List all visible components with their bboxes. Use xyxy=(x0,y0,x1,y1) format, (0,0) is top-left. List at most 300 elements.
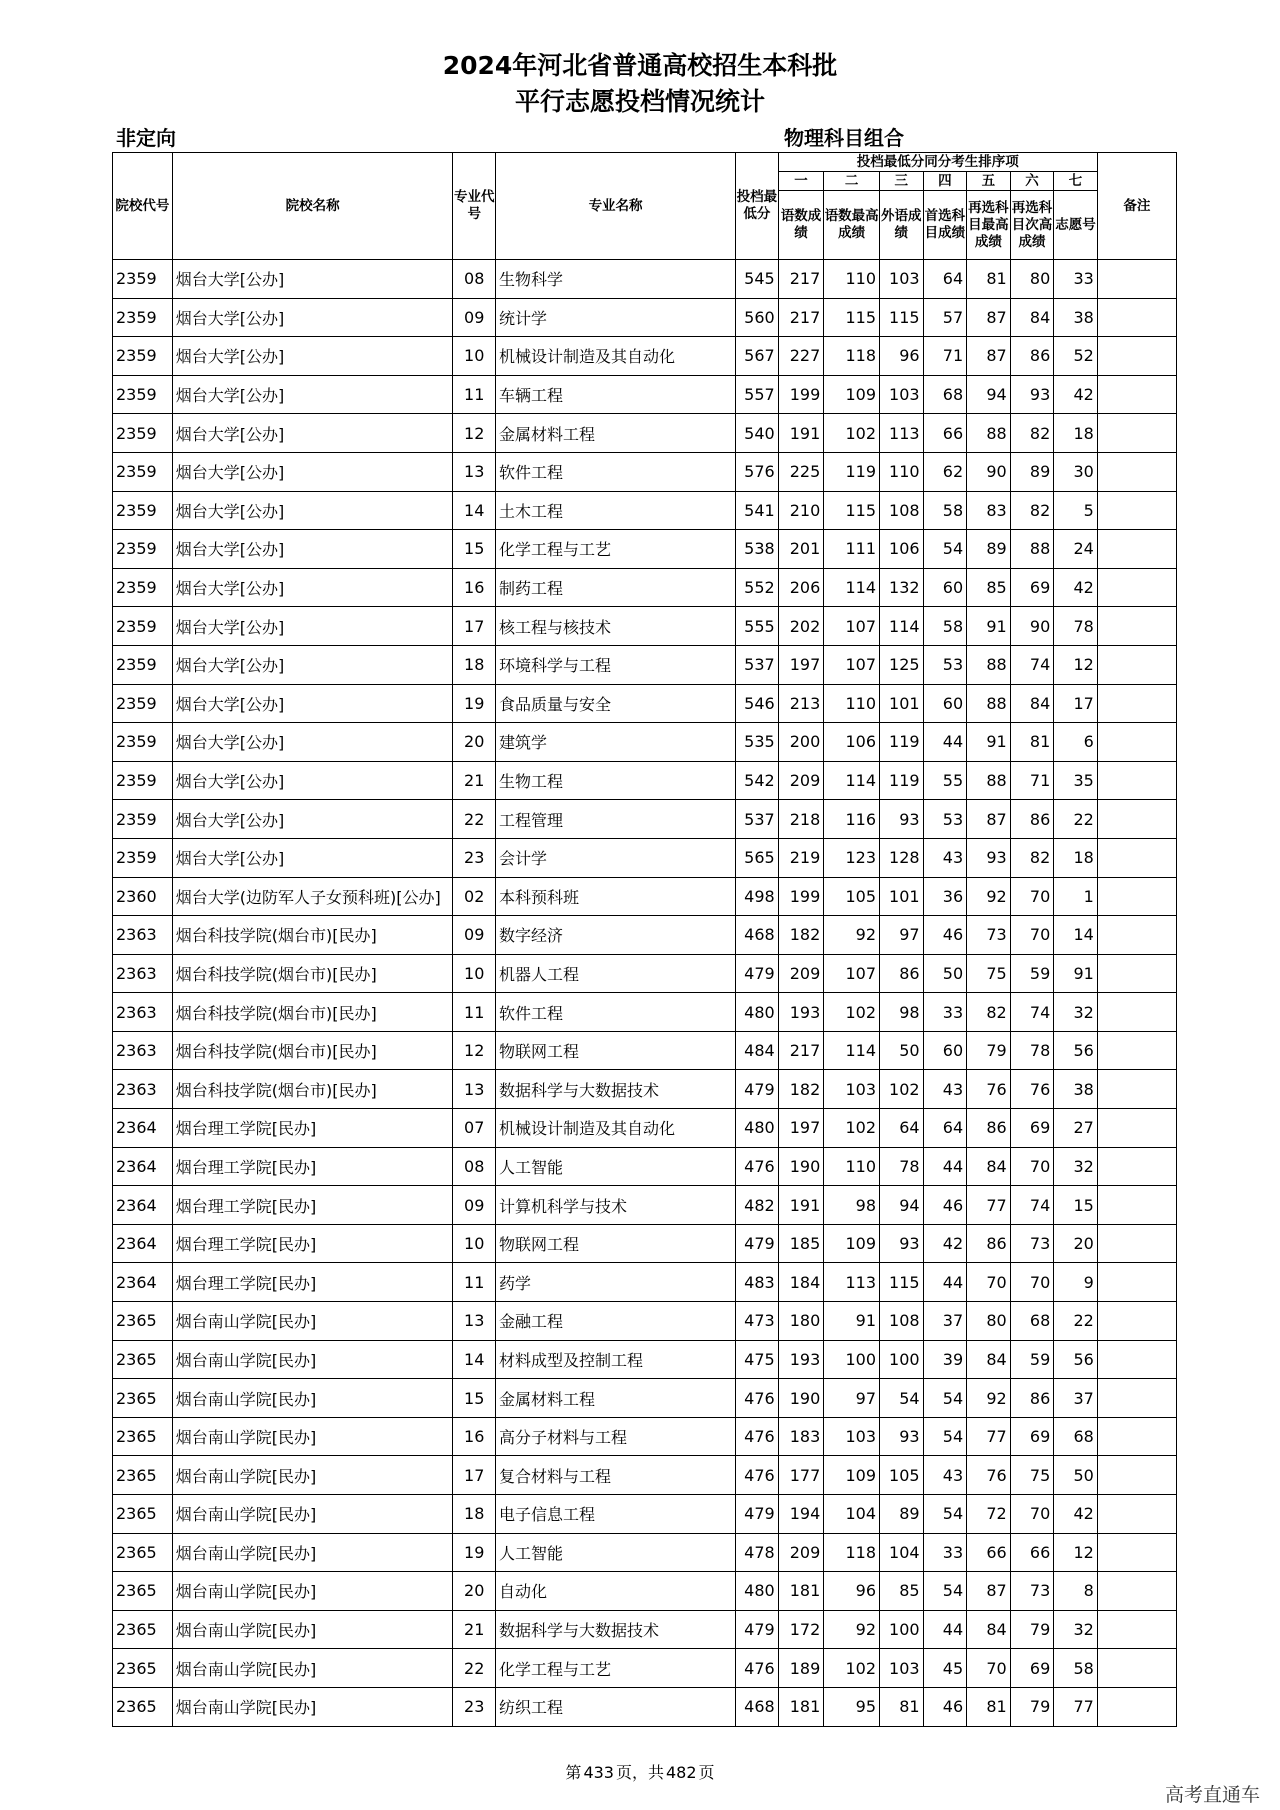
remark-cell xyxy=(1097,1417,1176,1456)
footer-prefix: 第 xyxy=(565,1763,582,1782)
table-cell: 557 xyxy=(736,375,779,414)
table-cell: 54 xyxy=(880,1379,924,1418)
table-cell: 71 xyxy=(923,337,967,376)
table-cell: 567 xyxy=(736,337,779,376)
table-cell: 2364 xyxy=(113,1263,173,1302)
table-cell: 44 xyxy=(923,1263,967,1302)
table-cell: 77 xyxy=(1054,1687,1098,1726)
table-cell: 68 xyxy=(923,375,967,414)
table-cell: 110 xyxy=(880,452,924,491)
table-cell: 476 xyxy=(736,1649,779,1688)
table-row xyxy=(113,298,1177,337)
table-cell: 183 xyxy=(778,1417,824,1456)
table-cell: 102 xyxy=(880,1070,924,1109)
table-cell: 107 xyxy=(824,954,880,993)
remark-cell xyxy=(1097,530,1176,569)
table-cell: 103 xyxy=(824,1417,880,1456)
table-cell: 109 xyxy=(824,375,880,414)
footer-page-number: 433 xyxy=(583,1763,614,1782)
table-cell: 109 xyxy=(824,1224,880,1263)
table-cell: 81 xyxy=(967,260,1011,299)
table-cell: 177 xyxy=(778,1456,824,1495)
table-cell: 73 xyxy=(1010,1224,1054,1263)
table-cell: 数字经济 xyxy=(496,916,736,955)
table-cell: 86 xyxy=(967,1224,1011,1263)
table-cell: 108 xyxy=(880,1302,924,1341)
table-row xyxy=(113,1186,1177,1225)
table-cell: 73 xyxy=(1010,1572,1054,1611)
table-cell: 79 xyxy=(1010,1687,1054,1726)
table-cell: 199 xyxy=(778,877,824,916)
table-cell: 10 xyxy=(453,1224,496,1263)
table-cell: 70 xyxy=(1010,1147,1054,1186)
header-major-name: 专业名称 xyxy=(496,153,736,260)
table-cell: 197 xyxy=(778,1109,824,1148)
admission-table xyxy=(112,152,1177,1727)
table-cell: 会计学 xyxy=(496,838,736,877)
remark-cell xyxy=(1097,684,1176,723)
table-cell: 39 xyxy=(923,1340,967,1379)
table-cell: 46 xyxy=(923,1687,967,1726)
table-cell: 83 xyxy=(967,491,1011,530)
table-cell: 200 xyxy=(778,723,824,762)
table-cell: 2364 xyxy=(113,1147,173,1186)
table-cell: 69 xyxy=(1010,1109,1054,1148)
table-cell: 17 xyxy=(453,1456,496,1495)
header-num: 二 xyxy=(824,172,880,191)
table-cell: 33 xyxy=(1054,260,1098,299)
table-cell: 12 xyxy=(453,1031,496,1070)
table-row xyxy=(113,491,1177,530)
table-cell: 2359 xyxy=(113,491,173,530)
table-cell: 烟台理工学院[民办] xyxy=(172,1263,453,1302)
table-cell: 537 xyxy=(736,800,779,839)
table-cell: 209 xyxy=(778,954,824,993)
table-cell: 113 xyxy=(880,414,924,453)
table-cell: 烟台南山学院[民办] xyxy=(172,1340,453,1379)
table-cell: 114 xyxy=(824,568,880,607)
table-cell: 烟台大学[公办] xyxy=(172,800,453,839)
table-cell: 70 xyxy=(1010,1263,1054,1302)
table-cell: 81 xyxy=(1010,723,1054,762)
table-cell: 479 xyxy=(736,1224,779,1263)
table-cell: 80 xyxy=(1010,260,1054,299)
table-cell: 115 xyxy=(824,298,880,337)
table-cell: 2359 xyxy=(113,530,173,569)
table-cell: 生物工程 xyxy=(496,761,736,800)
table-cell: 药学 xyxy=(496,1263,736,1302)
table-cell: 76 xyxy=(1010,1070,1054,1109)
table-cell: 44 xyxy=(923,1147,967,1186)
table-cell: 2365 xyxy=(113,1649,173,1688)
table-row xyxy=(113,723,1177,762)
table-row xyxy=(113,684,1177,723)
table-cell: 90 xyxy=(967,452,1011,491)
table-cell: 2365 xyxy=(113,1610,173,1649)
table-cell: 217 xyxy=(778,1031,824,1070)
table-cell: 11 xyxy=(453,993,496,1032)
table-cell: 建筑学 xyxy=(496,723,736,762)
table-cell: 91 xyxy=(967,723,1011,762)
table-cell: 476 xyxy=(736,1147,779,1186)
table-row xyxy=(113,1417,1177,1456)
table-cell: 42 xyxy=(923,1224,967,1263)
table-cell: 85 xyxy=(880,1572,924,1611)
table-cell: 45 xyxy=(923,1649,967,1688)
table-row xyxy=(113,260,1177,299)
table-cell: 76 xyxy=(967,1070,1011,1109)
remark-cell xyxy=(1097,723,1176,762)
table-cell: 59 xyxy=(1010,954,1054,993)
table-cell: 102 xyxy=(824,1649,880,1688)
table-cell: 100 xyxy=(824,1340,880,1379)
table-cell: 烟台大学[公办] xyxy=(172,684,453,723)
table-row xyxy=(113,452,1177,491)
table-cell: 89 xyxy=(880,1495,924,1534)
table-cell: 102 xyxy=(824,414,880,453)
category-label: 非定向 xyxy=(116,126,176,150)
remark-cell xyxy=(1097,645,1176,684)
remark-cell xyxy=(1097,1610,1176,1649)
remark-cell xyxy=(1097,877,1176,916)
table-cell: 72 xyxy=(967,1495,1011,1534)
table-cell: 70 xyxy=(1010,1495,1054,1534)
table-cell: 104 xyxy=(880,1533,924,1572)
table-row xyxy=(113,414,1177,453)
table-cell: 2359 xyxy=(113,298,173,337)
table-row xyxy=(113,1031,1177,1070)
table-cell: 82 xyxy=(967,993,1011,1032)
table-cell: 22 xyxy=(1054,800,1098,839)
remark-cell xyxy=(1097,1031,1176,1070)
table-cell: 烟台大学[公办] xyxy=(172,530,453,569)
table-row xyxy=(113,1109,1177,1148)
table-cell: 6 xyxy=(1054,723,1098,762)
table-cell: 85 xyxy=(967,568,1011,607)
table-cell: 烟台科技学院(烟台市)[民办] xyxy=(172,954,453,993)
table-cell: 人工智能 xyxy=(496,1147,736,1186)
table-cell: 473 xyxy=(736,1302,779,1341)
header-school-name: 院校名称 xyxy=(172,153,453,260)
table-cell: 烟台理工学院[民办] xyxy=(172,1186,453,1225)
table-cell: 84 xyxy=(1010,684,1054,723)
table-row xyxy=(113,645,1177,684)
table-cell: 54 xyxy=(923,1572,967,1611)
table-cell: 43 xyxy=(923,838,967,877)
table-cell: 479 xyxy=(736,1610,779,1649)
table-cell: 2365 xyxy=(113,1302,173,1341)
table-cell: 132 xyxy=(880,568,924,607)
table-cell: 烟台南山学院[民办] xyxy=(172,1302,453,1341)
header-num: 三 xyxy=(880,172,924,191)
table-cell: 2359 xyxy=(113,684,173,723)
table-cell: 476 xyxy=(736,1417,779,1456)
table-cell: 化学工程与工艺 xyxy=(496,1649,736,1688)
table-cell: 78 xyxy=(880,1147,924,1186)
table-cell: 69 xyxy=(1010,568,1054,607)
table-cell: 54 xyxy=(923,1417,967,1456)
table-cell: 87 xyxy=(967,337,1011,376)
table-cell: 560 xyxy=(736,298,779,337)
header-item: 志愿号 xyxy=(1054,191,1098,260)
table-cell: 201 xyxy=(778,530,824,569)
table-cell: 制药工程 xyxy=(496,568,736,607)
table-cell: 114 xyxy=(824,1031,880,1070)
table-cell: 16 xyxy=(453,1417,496,1456)
table-cell: 核工程与核技术 xyxy=(496,607,736,646)
table-cell: 烟台科技学院(烟台市)[民办] xyxy=(172,1031,453,1070)
table-cell: 烟台南山学院[民办] xyxy=(172,1495,453,1534)
table-cell: 193 xyxy=(778,993,824,1032)
table-cell: 125 xyxy=(880,645,924,684)
table-cell: 69 xyxy=(1010,1649,1054,1688)
table-row xyxy=(113,375,1177,414)
table-cell: 30 xyxy=(1054,452,1098,491)
table-cell: 87 xyxy=(967,800,1011,839)
remark-cell xyxy=(1097,761,1176,800)
table-cell: 94 xyxy=(880,1186,924,1225)
table-cell: 统计学 xyxy=(496,298,736,337)
table-cell: 烟台大学[公办] xyxy=(172,723,453,762)
table-cell: 115 xyxy=(824,491,880,530)
table-cell: 75 xyxy=(967,954,1011,993)
table-cell: 206 xyxy=(778,568,824,607)
table-cell: 93 xyxy=(880,800,924,839)
table-cell: 60 xyxy=(923,568,967,607)
table-cell: 18 xyxy=(1054,414,1098,453)
table-cell: 182 xyxy=(778,916,824,955)
remark-cell xyxy=(1097,1263,1176,1302)
table-cell: 535 xyxy=(736,723,779,762)
table-cell: 86 xyxy=(880,954,924,993)
table-cell: 87 xyxy=(967,298,1011,337)
table-cell: 物联网工程 xyxy=(496,1224,736,1263)
table-cell: 2359 xyxy=(113,723,173,762)
table-cell: 烟台南山学院[民办] xyxy=(172,1417,453,1456)
table-body xyxy=(113,260,1177,1727)
table-cell: 92 xyxy=(967,1379,1011,1418)
table-cell: 高分子材料与工程 xyxy=(496,1417,736,1456)
table-cell: 烟台大学[公办] xyxy=(172,607,453,646)
table-cell: 108 xyxy=(880,491,924,530)
table-cell: 181 xyxy=(778,1687,824,1726)
remark-cell xyxy=(1097,568,1176,607)
table-row xyxy=(113,337,1177,376)
table-cell: 55 xyxy=(923,761,967,800)
table-cell: 181 xyxy=(778,1572,824,1611)
table-cell: 纺织工程 xyxy=(496,1687,736,1726)
table-row xyxy=(113,761,1177,800)
header-item: 语数成绩 xyxy=(778,191,824,260)
table-cell: 92 xyxy=(824,1610,880,1649)
remark-cell xyxy=(1097,1379,1176,1418)
table-cell: 88 xyxy=(967,414,1011,453)
table-cell: 80 xyxy=(967,1302,1011,1341)
table-cell: 2363 xyxy=(113,916,173,955)
table-cell: 479 xyxy=(736,1070,779,1109)
watermark: 高考直通车 xyxy=(1164,1784,1260,1806)
table-cell: 2359 xyxy=(113,800,173,839)
table-cell: 50 xyxy=(923,954,967,993)
table-row xyxy=(113,1340,1177,1379)
table-cell: 54 xyxy=(923,1495,967,1534)
table-cell: 82 xyxy=(1010,491,1054,530)
table-cell: 79 xyxy=(1010,1610,1054,1649)
table-cell: 92 xyxy=(967,877,1011,916)
table-cell: 98 xyxy=(880,993,924,1032)
table-cell: 17 xyxy=(1054,684,1098,723)
table-cell: 物联网工程 xyxy=(496,1031,736,1070)
remark-cell xyxy=(1097,838,1176,877)
table-cell: 烟台大学[公办] xyxy=(172,761,453,800)
table-cell: 烟台大学[公办] xyxy=(172,298,453,337)
table-cell: 2365 xyxy=(113,1687,173,1726)
table-cell: 86 xyxy=(967,1109,1011,1148)
table-cell: 烟台大学[公办] xyxy=(172,337,453,376)
table-cell: 96 xyxy=(824,1572,880,1611)
table-cell: 476 xyxy=(736,1456,779,1495)
table-cell: 103 xyxy=(824,1070,880,1109)
table-cell: 1 xyxy=(1054,877,1098,916)
remark-cell xyxy=(1097,375,1176,414)
table-cell: 197 xyxy=(778,645,824,684)
table-cell: 209 xyxy=(778,1533,824,1572)
table-cell: 118 xyxy=(824,337,880,376)
table-cell: 18 xyxy=(1054,838,1098,877)
table-cell: 119 xyxy=(824,452,880,491)
table-cell: 70 xyxy=(967,1263,1011,1302)
table-cell: 13 xyxy=(453,1302,496,1341)
table-cell: 199 xyxy=(778,375,824,414)
table-cell: 104 xyxy=(824,1495,880,1534)
table-cell: 44 xyxy=(923,1610,967,1649)
remark-cell xyxy=(1097,1186,1176,1225)
table-cell: 生物科学 xyxy=(496,260,736,299)
table-cell: 92 xyxy=(824,916,880,955)
table-cell: 12 xyxy=(1054,1533,1098,1572)
table-cell: 91 xyxy=(967,607,1011,646)
table-cell: 71 xyxy=(1010,761,1054,800)
table-cell: 82 xyxy=(1010,414,1054,453)
remark-cell xyxy=(1097,607,1176,646)
table-cell: 87 xyxy=(967,1572,1011,1611)
table-cell: 18 xyxy=(453,1495,496,1534)
table-cell: 16 xyxy=(453,568,496,607)
table-cell: 2360 xyxy=(113,877,173,916)
table-cell: 101 xyxy=(880,684,924,723)
table-cell: 119 xyxy=(880,761,924,800)
table-row xyxy=(113,1533,1177,1572)
table-cell: 480 xyxy=(736,993,779,1032)
remark-cell xyxy=(1097,1109,1176,1148)
table-cell: 2365 xyxy=(113,1340,173,1379)
table-cell: 182 xyxy=(778,1070,824,1109)
remark-cell xyxy=(1097,1070,1176,1109)
table-cell: 213 xyxy=(778,684,824,723)
table-cell: 19 xyxy=(453,684,496,723)
table-cell: 546 xyxy=(736,684,779,723)
table-cell: 08 xyxy=(453,1147,496,1186)
table-cell: 62 xyxy=(923,452,967,491)
table-cell: 烟台南山学院[民办] xyxy=(172,1610,453,1649)
table-cell: 96 xyxy=(880,337,924,376)
table-cell: 103 xyxy=(880,1649,924,1688)
table-cell: 94 xyxy=(967,375,1011,414)
table-cell: 79 xyxy=(967,1031,1011,1070)
table-cell: 185 xyxy=(778,1224,824,1263)
header-item: 再选科目最高成绩 xyxy=(967,191,1011,260)
table-cell: 190 xyxy=(778,1147,824,1186)
table-cell: 36 xyxy=(923,877,967,916)
table-cell: 2363 xyxy=(113,1031,173,1070)
table-cell: 烟台科技学院(烟台市)[民办] xyxy=(172,916,453,955)
header-item: 外语成绩 xyxy=(880,191,924,260)
table-row xyxy=(113,838,1177,877)
table-cell: 环境科学与工程 xyxy=(496,645,736,684)
table-cell: 17 xyxy=(453,607,496,646)
table-cell: 74 xyxy=(1010,993,1054,1032)
table-cell: 2365 xyxy=(113,1379,173,1418)
table-cell: 107 xyxy=(824,607,880,646)
remark-cell xyxy=(1097,1302,1176,1341)
table-cell: 540 xyxy=(736,414,779,453)
table-cell: 12 xyxy=(1054,645,1098,684)
table-cell: 88 xyxy=(967,761,1011,800)
table-row xyxy=(113,954,1177,993)
table-cell: 190 xyxy=(778,1379,824,1418)
table-row xyxy=(113,1147,1177,1186)
header-num: 七 xyxy=(1054,172,1098,191)
table-row xyxy=(113,877,1177,916)
header-tiebreak-group: 投档最低分同分考生排序项 xyxy=(778,153,1097,172)
table-cell: 14 xyxy=(1054,916,1098,955)
remark-cell xyxy=(1097,993,1176,1032)
remark-cell xyxy=(1097,1456,1176,1495)
table-cell: 59 xyxy=(1010,1340,1054,1379)
table-cell: 84 xyxy=(1010,298,1054,337)
table-cell: 烟台大学[公办] xyxy=(172,491,453,530)
table-cell: 106 xyxy=(880,530,924,569)
header-remark: 备注 xyxy=(1097,153,1176,260)
table-cell: 66 xyxy=(923,414,967,453)
table-cell: 2359 xyxy=(113,761,173,800)
table-cell: 土木工程 xyxy=(496,491,736,530)
table-cell: 烟台科技学院(烟台市)[民办] xyxy=(172,1070,453,1109)
footer-total-pages: 482 xyxy=(666,1763,697,1782)
table-cell: 15 xyxy=(453,530,496,569)
table-cell: 552 xyxy=(736,568,779,607)
table-cell: 84 xyxy=(967,1147,1011,1186)
table-row xyxy=(113,1649,1177,1688)
table-cell: 66 xyxy=(1010,1533,1054,1572)
table-row xyxy=(113,1572,1177,1611)
table-cell: 金属材料工程 xyxy=(496,414,736,453)
table-cell: 11 xyxy=(453,1263,496,1302)
table-cell: 09 xyxy=(453,298,496,337)
table-cell: 22 xyxy=(453,800,496,839)
table-cell: 484 xyxy=(736,1031,779,1070)
remark-cell xyxy=(1097,1649,1176,1688)
table-cell: 478 xyxy=(736,1533,779,1572)
table-cell: 88 xyxy=(967,684,1011,723)
header-num: 四 xyxy=(923,172,967,191)
table-cell: 烟台科技学院(烟台市)[民办] xyxy=(172,993,453,1032)
table-cell: 2364 xyxy=(113,1109,173,1148)
table-cell: 37 xyxy=(1054,1379,1098,1418)
table-row xyxy=(113,800,1177,839)
table-cell: 106 xyxy=(824,723,880,762)
table-cell: 68 xyxy=(1010,1302,1054,1341)
